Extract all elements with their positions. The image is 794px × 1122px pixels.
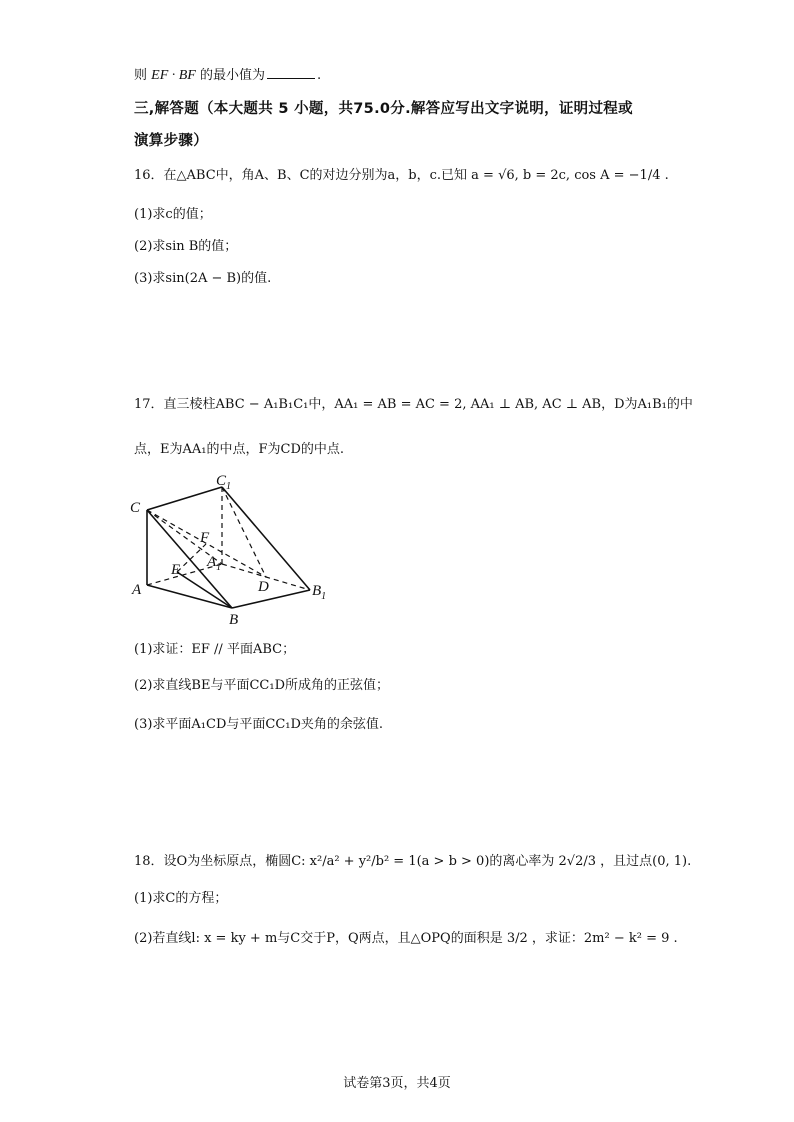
- q17-stem-line1: 17．直三棱柱ABC − A₁B₁C₁中，AA₁ = AB = AC = 2, AA₁ ⊥ AB, AC ⊥ AB，D为A₁B₁的中: [134, 397, 693, 412]
- label-B1: $B_1$: [312, 583, 327, 602]
- vector-expression: EF · BF: [151, 68, 196, 83]
- label-C1: $C_1$: [216, 473, 232, 492]
- label-B: B: [229, 612, 239, 628]
- edge-AB: [147, 585, 232, 608]
- q17-stem-line2: 点，E为AA₁的中点，F为CD的中点.: [134, 442, 344, 457]
- segment-EF: [177, 544, 206, 572]
- tail-suffix: 的最小值为: [200, 68, 266, 83]
- q17-part3: (3)求平面A₁CD与平面CC₁D夹角的余弦值.: [134, 717, 384, 732]
- q16-part2: (2)求sin B的值；: [134, 239, 238, 254]
- q16-part3: (3)求sin(2A − B)的值.: [134, 271, 272, 286]
- label-E: E: [171, 562, 181, 578]
- section-heading-line1: 三,解答题（本大题共 5 小题，共75.0分.解答应写出文字说明，证明过程或: [134, 101, 633, 117]
- label-A1: $A_1$: [207, 554, 222, 573]
- label-C: C: [130, 500, 141, 516]
- section-heading-line2: 演算步骤）: [134, 133, 208, 149]
- q16-stem: 16．在△ABC中，角A、B、C的对边分别为a，b，c.已知 a = √6, b = 2c, cos A = −1/4 .: [134, 168, 669, 183]
- q18-part2: (2)若直线l: x = ky + m与C交于P，Q两点，且△OPQ的面积是 3/2 ，求证：2m² − k² = 9 .: [134, 931, 678, 946]
- q17-part1: (1)求证：EF // 平面ABC；: [134, 642, 296, 657]
- q17-part2: (2)求直线BE与平面CC₁D所成角的正弦值；: [134, 678, 389, 693]
- answer-blank: [267, 66, 315, 79]
- q18-stem: 18．设O为坐标原点，椭圆C: x²/a² + y²/b² = 1(a > b > 0)的离心率为 2√2/3 ，且过点(0, 1).: [134, 854, 692, 869]
- label-A: A: [132, 582, 142, 598]
- q18-part1: (1)求C的方程；: [134, 891, 228, 906]
- edge-C1B1: [222, 487, 310, 590]
- edge-BB1: [232, 590, 310, 608]
- q16-part1: (1)求c的值；: [134, 207, 212, 222]
- label-F: F: [200, 530, 210, 546]
- edge-CB: [147, 510, 232, 608]
- tail-prefix: 则: [134, 68, 148, 83]
- label-D: D: [258, 579, 269, 595]
- prism-figure: [128, 470, 328, 628]
- tail-end: .: [317, 68, 322, 83]
- previous-question-tail: [134, 66, 321, 86]
- page-footer: 试卷第3页，共4页: [343, 1076, 451, 1091]
- edge-CC1: [147, 487, 222, 510]
